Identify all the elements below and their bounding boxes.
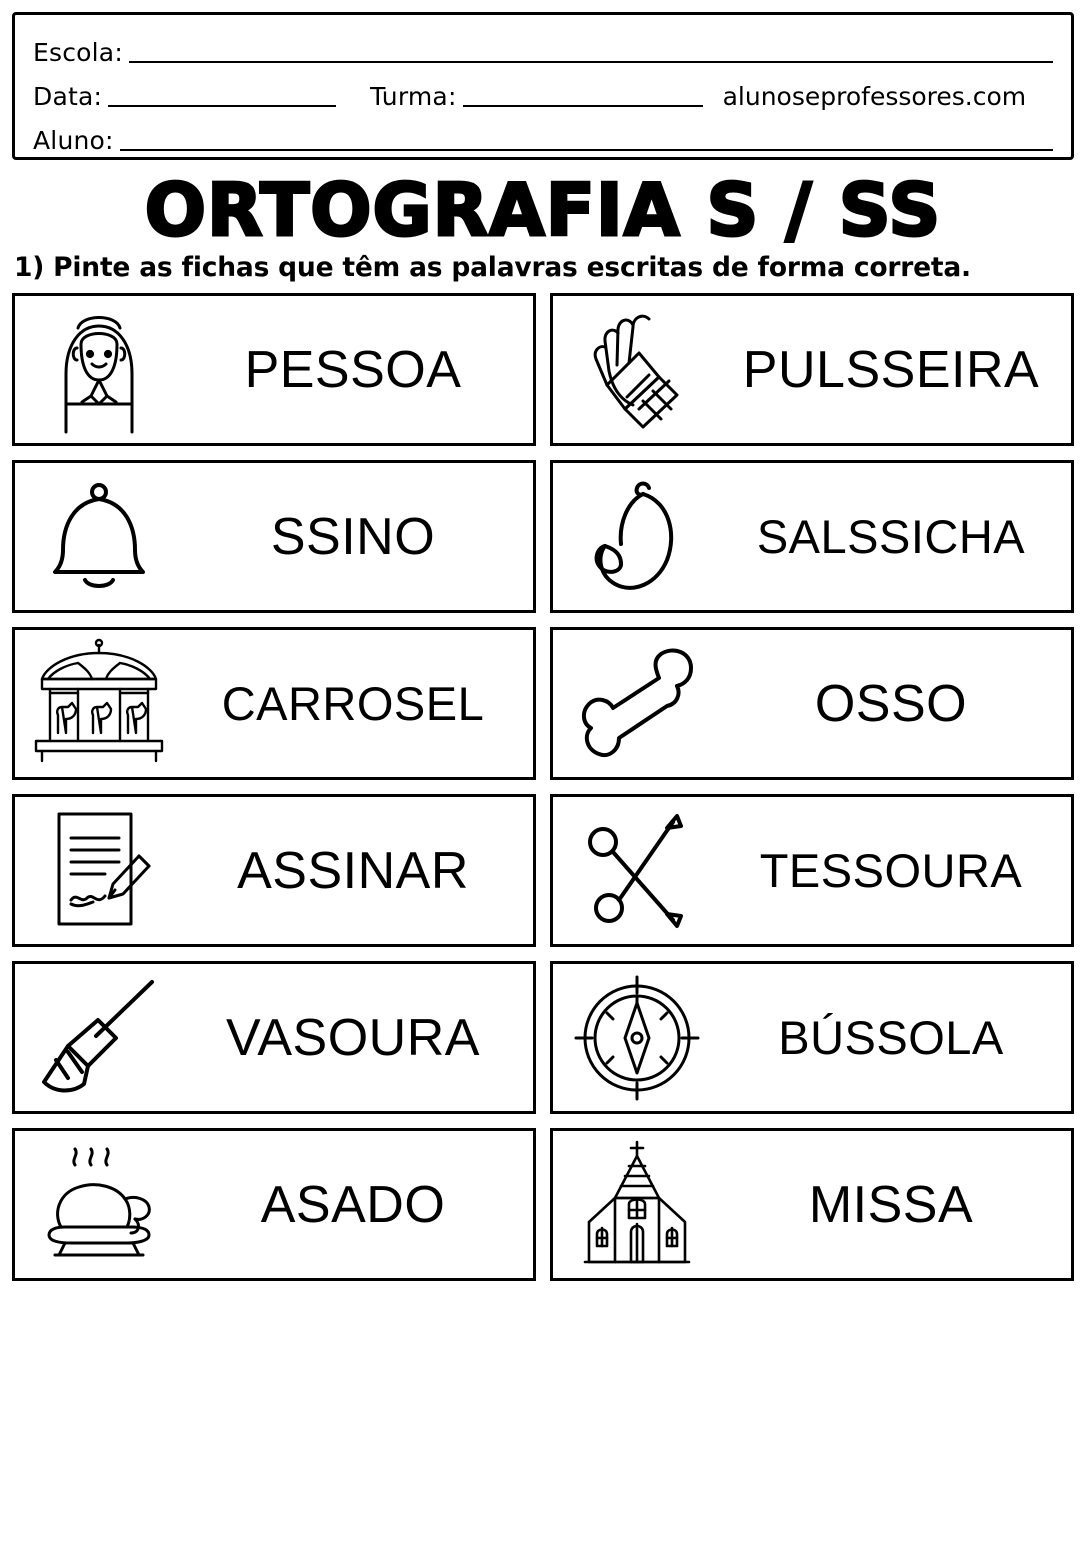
church-icon [553,1131,721,1278]
word-card[interactable] [12,1128,536,1281]
word-label: SALSSICHA [756,510,1026,563]
word-label: TESSOURA [759,844,1023,897]
scissors-icon [553,797,721,944]
word-card[interactable] [550,794,1074,947]
girl-icon [15,296,183,443]
wristwatch-icon [553,296,721,443]
word-card[interactable] [12,293,536,446]
word-label: BÚSSOLA [778,1011,1004,1064]
word-card[interactable] [550,1128,1074,1281]
school-label: Escola: [33,38,123,67]
word-card[interactable] [12,794,536,947]
page-title: ORTOGRAFIA S / SS [144,168,942,252]
website-credit: alunoseprofessores.com [722,82,1027,111]
date-input-line[interactable] [108,105,336,107]
student-info-box [12,12,1074,160]
word-label: PESSOA [244,340,462,399]
student-row [33,113,1053,157]
date-class-row [33,69,1053,113]
broom-icon [15,964,183,1111]
student-input-line[interactable] [120,149,1053,151]
bone-icon [553,630,721,777]
student-label: Aluno: [33,126,114,155]
word-card[interactable] [12,627,536,780]
school-input-line[interactable] [129,61,1053,63]
word-label: ASSINAR [237,841,469,900]
word-label: SSINO [270,507,436,566]
word-label: VASOURA [226,1008,480,1067]
word-card[interactable] [550,961,1074,1114]
word-card[interactable] [550,460,1074,613]
class-input-line[interactable] [463,105,703,107]
word-card[interactable] [12,460,536,613]
sausage-icon [553,463,721,610]
date-label: Data: [33,82,103,111]
word-label: OSSO [814,674,968,733]
word-label: PULSSEIRA [742,340,1040,399]
word-label: ASADO [260,1175,446,1234]
school-row [33,25,1053,69]
worksheet-page [0,12,1086,1548]
roast-chicken-icon [15,1131,183,1278]
bell-icon [15,463,183,610]
carousel-icon [15,630,183,777]
compass-icon [553,964,721,1111]
word-label: MISSA [808,1175,974,1234]
word-label: CARROSEL [221,677,485,730]
word-card[interactable] [550,627,1074,780]
word-card[interactable] [550,293,1074,446]
class-label: Turma: [370,82,457,111]
word-card[interactable] [12,961,536,1114]
instruction-text: 1) Pinte as fichas que têm as palavras escritas de forma correta. [14,252,971,283]
word-card-grid [12,293,1074,1281]
signed-document-icon [15,797,183,944]
